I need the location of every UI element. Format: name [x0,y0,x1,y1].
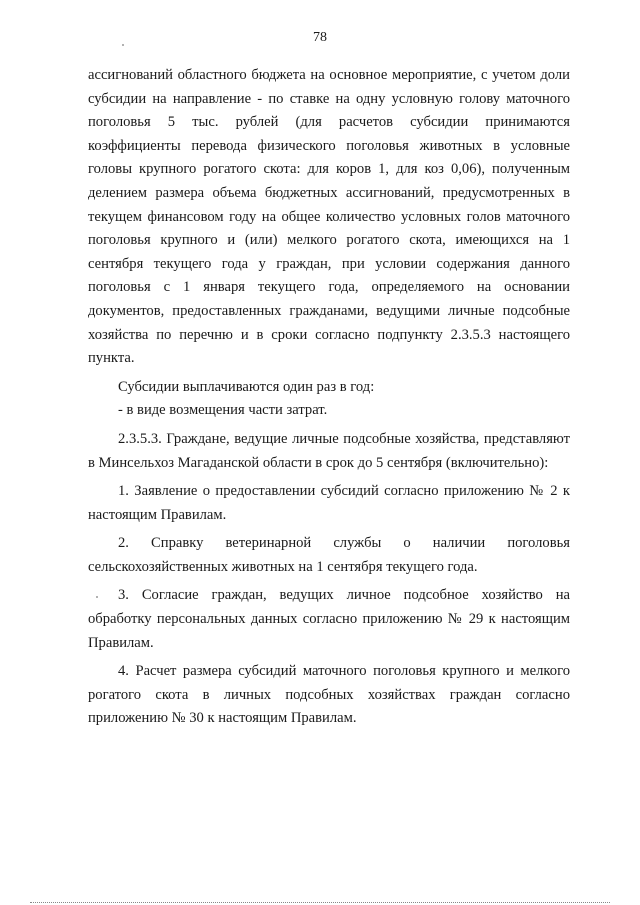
scan-speck [96,596,98,598]
document-body [88,64,570,731]
paragraph-section-2-3-5-3: 2.3.5.3. Граждане, ведущие личные подсобные хозяйства, представляют в Минсельхоз Магаданской области в срок до 5 сентября (включительно): [88,430,570,471]
list-item-application: 1. Заявление о предоставлении субсидий согласно приложению № 2 к настоящим Правилам. [88,483,570,523]
paragraph-payment-frequency: Субсидии выплачиваются один раз в год: [118,378,375,395]
page-number: 78 [313,30,327,45]
list-item-vet-certificate: 2. Справку ветеринарной службы о наличии поголовья сельскохозяйственных животных на 1 сентября текущего года. [88,535,570,575]
paragraph-subsidy-calculation: ассигнований областного бюджета на основное мероприятие, с учетом доли субсидии на направление - по ставке на одну условную голову маточного поголовья 5 тыс. рублей (для расчетов субсидии принимаются коэффициенты перевода физического поголовья животных в условные головы крупного рогатого скота: для коров 1, для коз 0,06), полученным делением размера объема бюджетных ассигнований, предусмотренных в текущем финансовом году на общее количество условных голов маточного поголовья крупного и (или) мелкого рогатого скота, имеющихся на 1 сентября текущего года у граждан, при условии содержания данного поголовья с 1 января текущего года, определяемого на основании документов, предоставленных гражданами, ведущими личные подсобные хозяйства по перечню и в сроки согласно подпункту 2.3.5.3 настоящего пункта. [88,67,570,367]
bottom-edge-line [30,902,610,903]
list-item-calculation: 4. Расчет размера субсидий маточного поголовья крупного и мелкого рогатого скота в личных подсобных хозяйствах граждан согласно приложению № 30 к настоящим Правилам. [88,663,570,727]
list-item-consent: 3. Согласие граждан, ведущих личное подсобное хозяйство на обработку персональных данных согласно приложению № 29 к настоящим Правилам. [88,587,570,651]
paragraph-payment-form: - в виде возмещения части затрат. [118,402,328,419]
scan-speck [122,44,124,46]
